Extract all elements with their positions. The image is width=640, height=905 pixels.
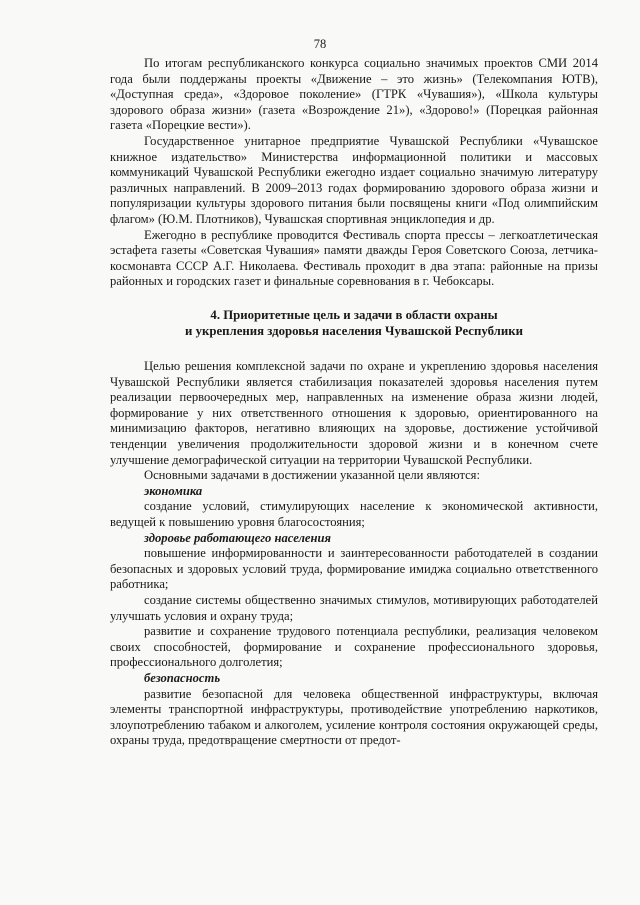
list-item: развитие безопасной для человека общественной инфраструктуры, включая элементы транспортной инфраструктуры, противодействие употреблению наркотиков, злоупотреблению табаком и алкоголем, усиление контроля состояния окружающей среды, охраны труда, предотвращение смертности от предот- — [110, 686, 598, 748]
paragraph: По итогам республиканского конкурса социально значимых проектов СМИ 2014 года были поддержаны проекты «Движение – это жизнь» (Телекомпания ЮТВ), «Доступная среда», «Здоровое поколение» (ГТРК «Чувашия»), «Школа культуры здорового образа жизни» (газета «Возрождение 21»), «Здорово!» (Порецкая районная газета «Порецкие вести»). — [110, 56, 598, 133]
paragraph: Ежегодно в республике проводится Фестиваль спорта прессы – легкоатлетическая эстафета газеты «Советская Чувашия» памяти дважды Героя Советского Союза, летчика-космонавта СССР А.Г. Николаева. Фестиваль проходит в два этапа: районные на призы районных и городских газет и финальные соревнования в г. Чебоксары. — [110, 227, 598, 289]
list-item: создание системы общественно значимых стимулов, мотивирующих работодателей улучшать условия и охрану труда; — [110, 593, 598, 623]
paragraph: Основными задачами в достижении указанной цели являются: — [144, 468, 480, 483]
section-heading-line: 4. Приоритетные цель и задачи в области охраны — [210, 307, 498, 322]
subsection-title-safety: безопасность — [144, 670, 221, 685]
subsection-title-economy: экономика — [144, 483, 203, 498]
list-item: повышение информированности и заинтересованности работодателей в создании безопасных и здоровых условий труда, формирование имиджа социально ответственного работника; — [110, 546, 598, 592]
page-content — [110, 56, 598, 749]
section-heading — [110, 308, 598, 339]
section-heading-line: и укрепления здоровья населения Чувашской Республики — [185, 323, 523, 338]
subsection-title-workforce: здоровье работающего населения — [144, 530, 331, 545]
paragraph: Целью решения комплексной задачи по охране и укреплению здоровья населения Чувашской Республики является стабилизация показателей здоровья населения путем реализации первоочередных мер, направленных на изменение образа жизни людей, формирование у них ответственного отношения к здоровью, ориентированного на минимизацию факторов, негативно влияющих на здоровье, достижение устойчивой тенденции увеличения продолжительности здоровой жизни и в конечном счете улучшение демографической ситуации на территории Чувашской Республики. — [110, 359, 598, 467]
list-item: развитие и сохранение трудового потенциала республики, реализация человеком своих способностей, формирование и сохранение профессионального здоровья, профессионального долголетия; — [110, 624, 598, 670]
list-item: создание условий, стимулирующих население к экономической активности, ведущей к повышению уровня благосостояния; — [110, 499, 598, 530]
paragraph: Государственное унитарное предприятие Чувашской Республики «Чувашское книжное издательство» Министерства информационной политики и массовых коммуникаций Чувашской Республики ежегодно издает социально значимую литературу различных направлений. В 2009–2013 годах формированию здорового образа жизни и популяризации культуры здорового питания были посвящены книги «Под олимпийским флагом» (Ю.М. Плотников), Чувашская спортивная энциклопедия и др. — [110, 133, 598, 226]
page-number: 78 — [313, 37, 327, 51]
